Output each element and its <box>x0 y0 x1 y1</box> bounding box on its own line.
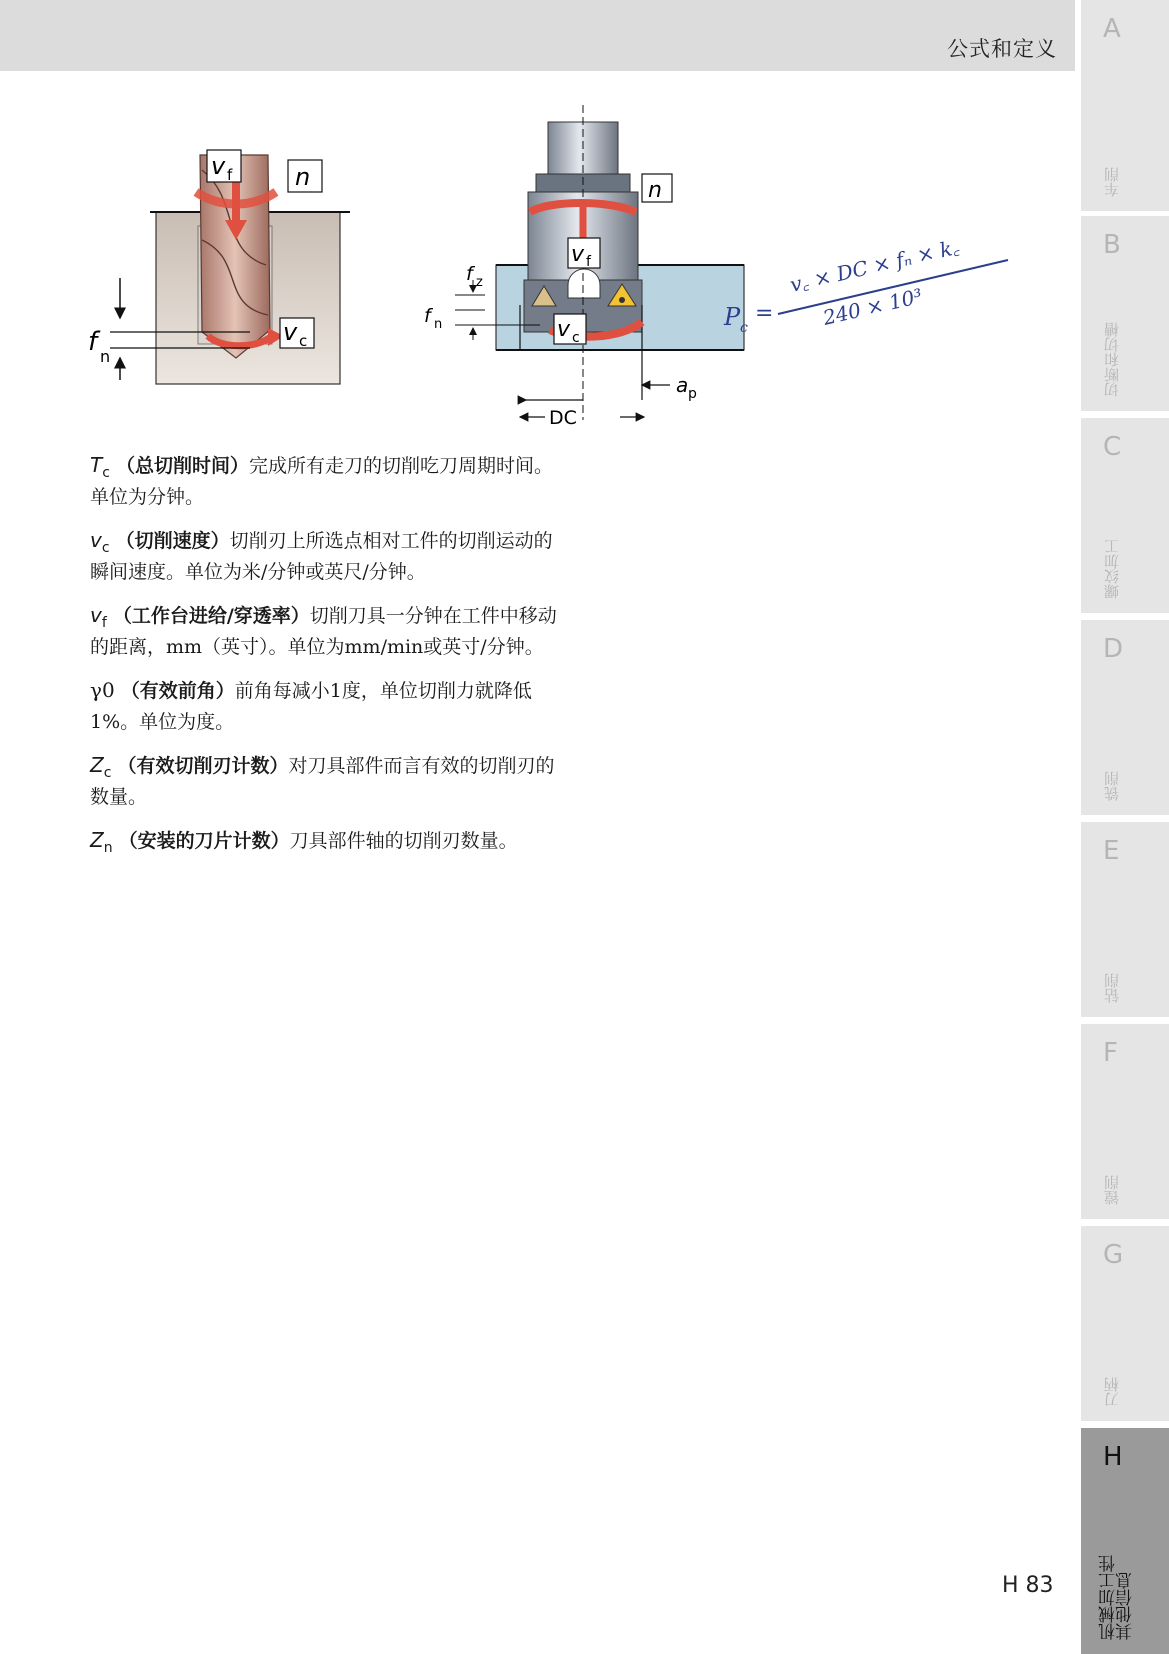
formula-lhs: P <box>724 303 741 331</box>
mill-fz-label: f <box>466 263 473 285</box>
tab-letter: A <box>1103 14 1121 44</box>
tab-letter: H <box>1103 1442 1123 1472</box>
def-text: 切削刀具一分钟在工件中移动的距离，mm（英寸）。单位为mm/min或英寸/分钟。 <box>90 605 557 658</box>
drill-vf-sub: f <box>227 166 233 184</box>
formula-lhs-sub: c <box>740 320 748 336</box>
section-title: 公式和定义 <box>947 37 1057 61</box>
def-term: （有效切削刃计数） <box>117 755 289 777</box>
def-text: 刀具部件轴的切削刃数量。 <box>289 830 518 852</box>
mill-ap-label: a <box>676 373 689 397</box>
tab-label: 铣削 <box>1103 771 1121 801</box>
tab-letter: G <box>1103 1240 1124 1270</box>
mill-vf-label: v <box>571 242 585 267</box>
definition-gamma0 <box>90 678 570 734</box>
tab-letter: E <box>1103 836 1120 866</box>
page-header <box>0 0 1075 71</box>
milling-figure <box>424 105 744 429</box>
tab-label: 切断和切槽 <box>1103 322 1121 397</box>
tab-letter: F <box>1103 1038 1118 1068</box>
power-formula <box>723 235 1008 336</box>
illustrations <box>80 100 1020 430</box>
mill-fz-sub: z <box>476 275 483 290</box>
def-text: 切削刃上所选点相对工件的切削运动的瞬间速度。单位为米/分钟或英尺/分钟。 <box>90 530 553 583</box>
tab-g[interactable] <box>1081 1226 1169 1421</box>
def-symbol: $Z_n$ <box>90 828 113 856</box>
def-text: 前角每减小1度，单位切削力就降低1%。单位为度。 <box>90 680 532 733</box>
drill-vc-sub: c <box>299 332 308 350</box>
formula-denominator: 240 × 10³ <box>820 283 925 330</box>
tab-h[interactable] <box>1081 1428 1169 1654</box>
def-term: （总切削时间） <box>115 455 249 477</box>
def-text: 对刀具部件而言有效的切削刃的数量。 <box>90 755 555 808</box>
drill-vf-label: v <box>211 152 226 180</box>
tab-label: 刀柄 <box>1103 1377 1121 1407</box>
definition-zn <box>90 828 570 860</box>
drilling-figure <box>88 150 350 384</box>
def-symbol: $v_f$ <box>90 603 107 631</box>
tab-label: 钻削 <box>1103 973 1121 1003</box>
definition-tc <box>90 453 570 509</box>
mill-vc-label: v <box>557 317 571 342</box>
mill-fn-label: f <box>424 305 431 327</box>
tab-letter: D <box>1103 634 1124 664</box>
mill-n-label: n <box>648 178 662 203</box>
def-term: （工作台进给/穿透率） <box>112 605 310 627</box>
formula-numerator: v꜀ × DC × fₙ × k꜀ <box>787 234 962 297</box>
tab-letter: B <box>1103 230 1121 260</box>
tab-c[interactable] <box>1081 418 1169 613</box>
tab-label: 车削 <box>1103 167 1121 197</box>
def-term: （安装的刀片计数） <box>118 830 290 852</box>
mill-dc-label: DC <box>549 407 577 429</box>
definition-zc <box>90 753 570 809</box>
page-number: H 83 <box>1002 1573 1054 1598</box>
def-term: （切削速度） <box>115 530 230 552</box>
def-symbol: γ0 <box>90 678 115 702</box>
tab-label: 机械加工性 其他信息 <box>1099 1555 1136 1640</box>
formula-equals: = <box>755 301 774 326</box>
definition-vc <box>90 528 570 584</box>
mill-ap-sub: p <box>688 386 697 402</box>
drill-vc-label: v <box>283 318 298 346</box>
definitions-list <box>90 453 570 873</box>
drill-fn-sub: n <box>100 347 111 366</box>
chapter-tabs <box>1081 0 1169 1654</box>
tab-e[interactable] <box>1081 822 1169 1017</box>
tab-f[interactable] <box>1081 1024 1169 1219</box>
def-text: 完成所有走刀的切削吃刀周期时间。单位为分钟。 <box>90 455 553 508</box>
tab-label: 镗削 <box>1103 1175 1121 1205</box>
def-symbol: $Z_c$ <box>90 753 112 781</box>
tab-d[interactable] <box>1081 620 1169 815</box>
definition-vf <box>90 603 570 659</box>
drill-n-label: n <box>295 163 311 191</box>
tab-letter: C <box>1103 432 1122 462</box>
tab-b[interactable] <box>1081 216 1169 411</box>
tab-label: 螺纹加工 <box>1103 539 1121 599</box>
def-symbol: $v_c$ <box>90 528 110 556</box>
mill-vc-sub: c <box>572 330 580 346</box>
tab-a[interactable] <box>1081 0 1169 211</box>
def-term: （有效前角） <box>120 680 235 702</box>
drill-fn-label: f <box>88 327 98 357</box>
def-symbol: $T_c$ <box>90 453 110 481</box>
mill-vf-sub: f <box>586 254 591 270</box>
mill-fn-sub: n <box>434 317 443 332</box>
